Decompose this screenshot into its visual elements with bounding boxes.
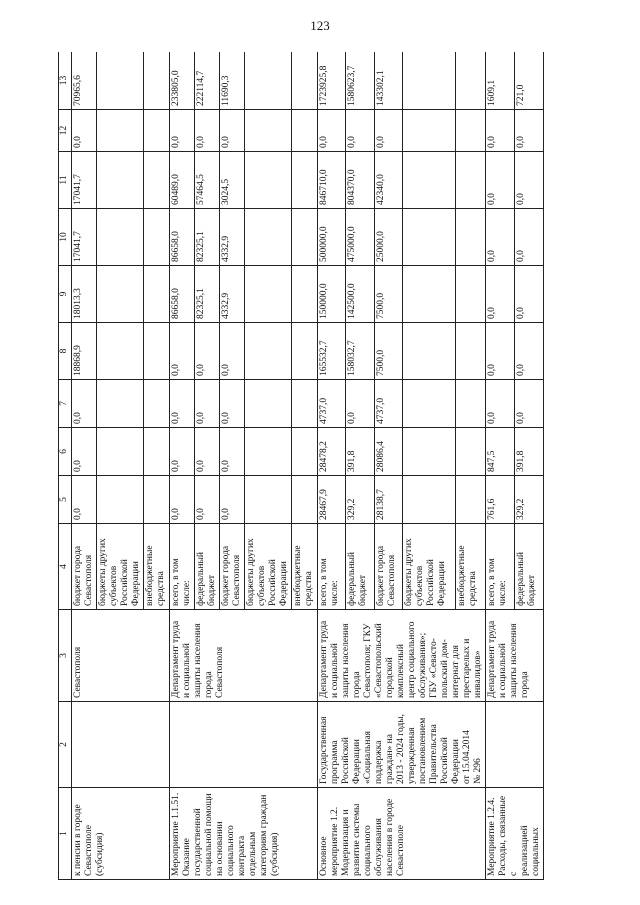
amount-cell: 4332,9: [220, 266, 245, 323]
amount-cell: [245, 152, 292, 209]
amount-cell: 0,0: [515, 380, 544, 428]
amount-cell: [292, 428, 318, 476]
amount-cell: 0,0: [486, 152, 515, 209]
amount-cell: [97, 52, 144, 110]
amount-cell: 0,0: [72, 110, 97, 152]
amount-cell: 3024,5: [220, 152, 245, 209]
amount-cell: [403, 266, 456, 323]
amount-cell: [403, 380, 456, 428]
amount-cell: [456, 476, 486, 524]
amount-cell: [97, 323, 144, 380]
amount-cell: [403, 428, 456, 476]
col-header: 7: [59, 380, 72, 428]
amount-cell: [245, 323, 292, 380]
amount-cell: [144, 476, 170, 524]
amount-cell: 329,2: [515, 476, 544, 524]
amount-cell: 0,0: [170, 476, 195, 524]
amount-cell: 0,0: [195, 110, 220, 152]
rotated-page-area: [58, 52, 589, 880]
amount-cell: [97, 380, 144, 428]
amount-cell: 86658,0: [170, 266, 195, 323]
amount-cell: 4737,0: [374, 380, 402, 428]
amount-cell: [292, 266, 318, 323]
program-cell: Государственная программа Российской Федерации «Социальная поддержка граждан» на 2013 - 2024 годы, утвержденная постановлением Правительства Российской Федерации от 15.04.2014 № 296: [318, 702, 486, 788]
executor-cell: Департамент труда и социальной защиты населения города: [486, 610, 544, 702]
amount-cell: [456, 380, 486, 428]
event-name-cell: Мероприятие 1.2.4. Расходы, связанные с реализацией социальных: [486, 788, 544, 880]
program-cell: [170, 702, 318, 788]
amount-cell: 0,0: [515, 323, 544, 380]
amount-cell: [144, 323, 170, 380]
amount-cell: 0,0: [220, 110, 245, 152]
amount-cell: 11690,3: [220, 52, 245, 110]
amount-cell: 0,0: [486, 323, 515, 380]
page-number: 123: [310, 18, 330, 33]
col-header: 6: [59, 428, 72, 476]
amount-cell: [403, 110, 456, 152]
amount-cell: 0,0: [170, 428, 195, 476]
col-header: 9: [59, 266, 72, 323]
funding-source-cell: внебюджетные средства: [144, 524, 170, 610]
executor-cell: Департамент труда и социальной защиты населения города Севастополя: [170, 610, 318, 702]
col-header: 2: [59, 702, 72, 788]
amount-cell: 1580623,7: [346, 52, 374, 110]
col-header: 4: [59, 524, 72, 610]
amount-cell: 18013,3: [72, 266, 97, 323]
amount-cell: 70965,6: [72, 52, 97, 110]
amount-cell: 0,0: [346, 380, 374, 428]
amount-cell: 0,0: [220, 428, 245, 476]
funding-source-cell: внебюджетные средства: [292, 524, 318, 610]
amount-cell: [403, 323, 456, 380]
amount-cell: [245, 266, 292, 323]
col-header: 5: [59, 476, 72, 524]
amount-cell: 158032,7: [346, 323, 374, 380]
col-header: 12: [59, 110, 72, 152]
amount-cell: [292, 323, 318, 380]
amount-cell: 0,0: [72, 428, 97, 476]
amount-cell: 28086,4: [374, 428, 402, 476]
amount-cell: 846710,0: [318, 152, 346, 209]
amount-cell: 17041,7: [72, 152, 97, 209]
amount-cell: [245, 110, 292, 152]
amount-cell: 500000,0: [318, 209, 346, 266]
funding-source-cell: бюджет города Севастополя: [72, 524, 97, 610]
amount-cell: 18868,9: [72, 323, 97, 380]
amount-cell: 222114,7: [195, 52, 220, 110]
col-header: 13: [59, 52, 72, 110]
amount-cell: 1723925,8: [318, 52, 346, 110]
amount-cell: [97, 152, 144, 209]
funding-source-cell: бюджет города Севастополя: [220, 524, 245, 610]
amount-cell: 0,0: [195, 428, 220, 476]
amount-cell: 0,0: [195, 476, 220, 524]
rotated-table-container: [58, 52, 589, 880]
amount-cell: [245, 52, 292, 110]
funding-source-cell: бюджеты других субъектов Российской Федерации: [97, 524, 144, 610]
amount-cell: 1609,1: [486, 52, 515, 110]
amount-cell: [245, 380, 292, 428]
amount-cell: 142500,0: [346, 266, 374, 323]
amount-cell: 165532,7: [318, 323, 346, 380]
amount-cell: 0,0: [318, 110, 346, 152]
amount-cell: 0,0: [515, 152, 544, 209]
amount-cell: [245, 209, 292, 266]
amount-cell: [144, 380, 170, 428]
amount-cell: [292, 152, 318, 209]
amount-cell: 0,0: [195, 323, 220, 380]
amount-cell: 391,8: [346, 428, 374, 476]
amount-cell: 0,0: [220, 380, 245, 428]
amount-cell: [456, 152, 486, 209]
amount-cell: 0,0: [220, 323, 245, 380]
amount-cell: 0,0: [486, 380, 515, 428]
amount-cell: 0,0: [486, 110, 515, 152]
amount-cell: 4332,9: [220, 209, 245, 266]
amount-cell: 17041,7: [72, 209, 97, 266]
amount-cell: [292, 380, 318, 428]
amount-cell: 0,0: [515, 266, 544, 323]
amount-cell: [456, 428, 486, 476]
amount-cell: 0,0: [170, 380, 195, 428]
budget-table: [58, 52, 544, 880]
funding-source-cell: федеральный бюджет: [195, 524, 220, 610]
amount-cell: 847,5: [486, 428, 515, 476]
amount-cell: 0,0: [515, 110, 544, 152]
funding-source-cell: всего, в том числе:: [318, 524, 346, 610]
amount-cell: [292, 476, 318, 524]
funding-source-cell: бюджеты других субъектов Российской Федерации: [403, 524, 456, 610]
amount-cell: 0,0: [220, 476, 245, 524]
amount-cell: 82325,1: [195, 209, 220, 266]
amount-cell: [245, 476, 292, 524]
amount-cell: 0,0: [72, 380, 97, 428]
amount-cell: 0,0: [486, 209, 515, 266]
amount-cell: [456, 209, 486, 266]
amount-cell: 7500,0: [374, 323, 402, 380]
program-cell: [486, 702, 544, 788]
amount-cell: 150000,0: [318, 266, 346, 323]
amount-cell: [403, 476, 456, 524]
amount-cell: [292, 52, 318, 110]
funding-source-cell: внебюджетные средства: [456, 524, 486, 610]
event-name-cell: Основное мероприятие 1.2. Модернизация и развитие системы социального обслуживания населения в городе Севастополе: [318, 788, 486, 880]
col-header: 10: [59, 209, 72, 266]
table-row: [170, 52, 195, 880]
amount-cell: 804370,0: [346, 152, 374, 209]
amount-cell: 0,0: [195, 380, 220, 428]
amount-cell: [403, 209, 456, 266]
amount-cell: 25000,0: [374, 209, 402, 266]
amount-cell: 721,0: [515, 52, 544, 110]
executor-cell: Департамент труда и социальной защиты населения города Севастополя; ГКУ «Севастопольский городской комплексный центр социального обслуживания»; ГБУ «Севасто- польский дом- интернат для престарелых и инвалидов»: [318, 610, 486, 702]
funding-source-cell: федеральный бюджет: [346, 524, 374, 610]
amount-cell: 0,0: [346, 110, 374, 152]
col-header: 11: [59, 152, 72, 209]
amount-cell: 82325,1: [195, 266, 220, 323]
amount-cell: 60489,0: [170, 152, 195, 209]
amount-cell: 143302,1: [374, 52, 402, 110]
program-cell: [72, 702, 170, 788]
amount-cell: 86658,0: [170, 209, 195, 266]
column-number-row: [59, 52, 72, 880]
executor-cell: Севастополя: [72, 610, 170, 702]
amount-cell: 329,2: [346, 476, 374, 524]
amount-cell: [144, 428, 170, 476]
amount-cell: 0,0: [486, 266, 515, 323]
amount-cell: 28478,2: [318, 428, 346, 476]
amount-cell: [245, 428, 292, 476]
col-header: 1: [59, 788, 72, 880]
amount-cell: 0,0: [374, 110, 402, 152]
amount-cell: 475000,0: [346, 209, 374, 266]
amount-cell: [144, 266, 170, 323]
amount-cell: 57464,5: [195, 152, 220, 209]
amount-cell: [292, 110, 318, 152]
amount-cell: [97, 476, 144, 524]
amount-cell: [144, 110, 170, 152]
amount-cell: [144, 209, 170, 266]
amount-cell: [97, 110, 144, 152]
col-header: 3: [59, 610, 72, 702]
funding-source-cell: всего, в том числе:: [170, 524, 195, 610]
amount-cell: 7500,0: [374, 266, 402, 323]
amount-cell: [97, 428, 144, 476]
amount-cell: [144, 52, 170, 110]
amount-cell: 0,0: [170, 110, 195, 152]
amount-cell: [403, 152, 456, 209]
table-row: [318, 52, 346, 880]
amount-cell: 4737,0: [318, 380, 346, 428]
funding-source-cell: всего, в том числе:: [486, 524, 515, 610]
amount-cell: [456, 266, 486, 323]
amount-cell: 42340,0: [374, 152, 402, 209]
table-row: [72, 52, 97, 880]
col-header: 8: [59, 323, 72, 380]
amount-cell: 391,8: [515, 428, 544, 476]
amount-cell: [456, 52, 486, 110]
amount-cell: 0,0: [72, 476, 97, 524]
event-name-cell: Мероприятие 1.1.51. Оказание государственной социальной помощи на основании социального контракта отдельным категориям граждан (субсидия): [170, 788, 318, 880]
amount-cell: [144, 152, 170, 209]
amount-cell: 0,0: [170, 323, 195, 380]
funding-source-cell: федеральный бюджет: [515, 524, 544, 610]
event-name-cell: к пенсии в городе Севастополе (субсидия): [72, 788, 170, 880]
amount-cell: [97, 209, 144, 266]
amount-cell: 28138,7: [374, 476, 402, 524]
amount-cell: [403, 52, 456, 110]
amount-cell: [97, 266, 144, 323]
funding-source-cell: бюджет города Севастополя: [374, 524, 402, 610]
funding-source-cell: бюджеты других субъектов Российской Федерации: [245, 524, 292, 610]
amount-cell: [456, 323, 486, 380]
amount-cell: 761,6: [486, 476, 515, 524]
amount-cell: 0,0: [515, 209, 544, 266]
amount-cell: 28467,9: [318, 476, 346, 524]
table-row: [486, 52, 515, 880]
amount-cell: 233805,0: [170, 52, 195, 110]
amount-cell: [292, 209, 318, 266]
amount-cell: [456, 110, 486, 152]
